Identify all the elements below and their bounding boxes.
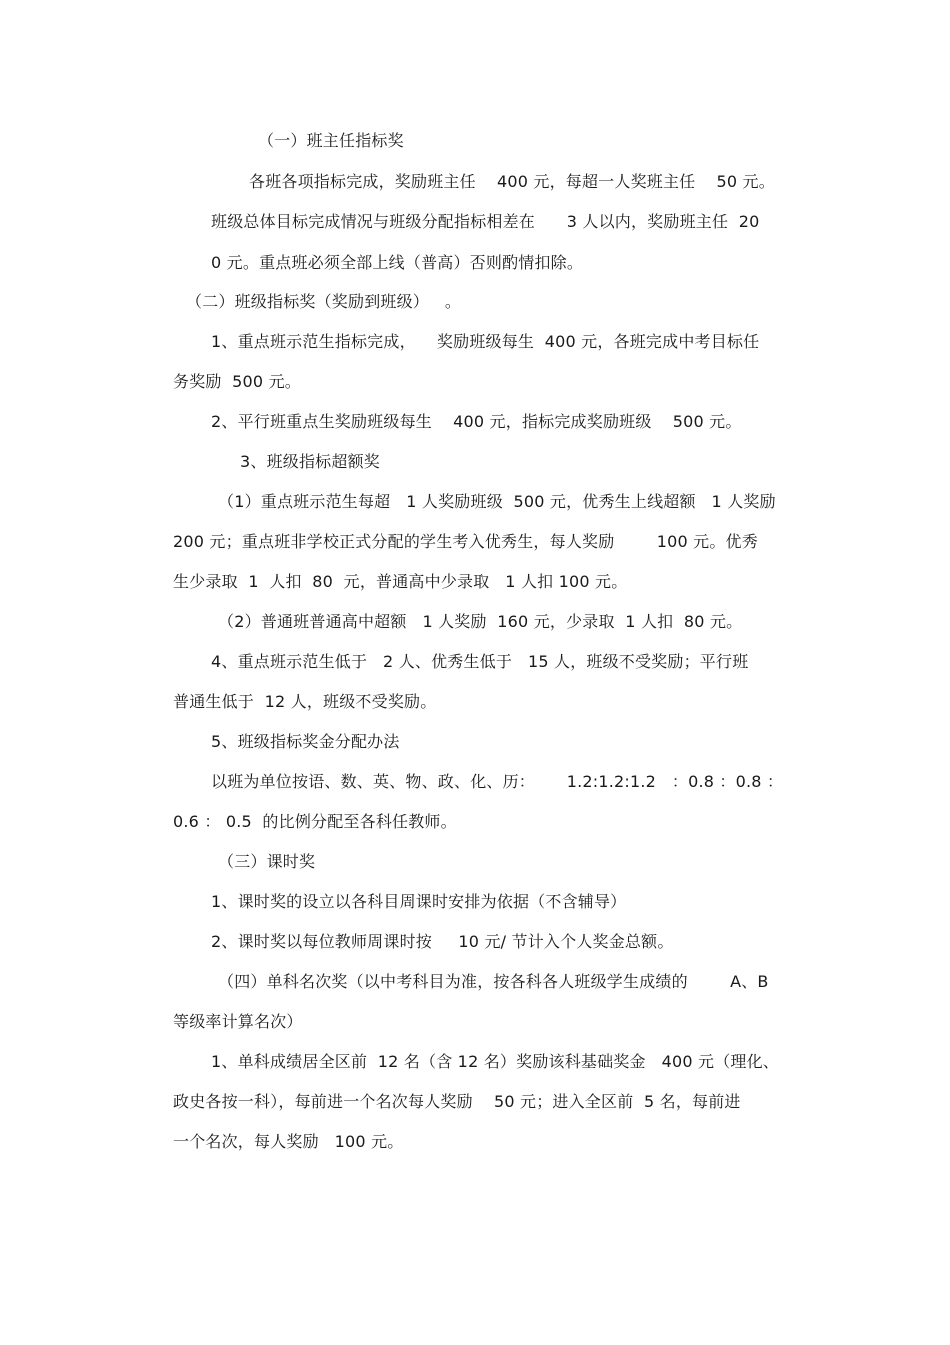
subheading-bonus-distribution: 5、班级指标奖金分配办法	[211, 732, 400, 751]
paragraph-line: 务奖励 500 元。	[173, 372, 301, 391]
paragraph-line: 2、平行班重点生奖励班级每生 400 元，指标完成奖励班级 500 元。	[211, 412, 742, 431]
paragraph-line: 1、课时奖的设立以各科目周课时安排为依据（不含辅导）	[211, 892, 627, 911]
paragraph-line: 各班各项指标完成，奖励班主任 400 元，每超一人奖班主任 50 元。	[249, 172, 775, 191]
paragraph-line: 0.6 ： 0.5 的比例分配至各科任教师。	[173, 812, 457, 831]
subheading-over-quota-award: 3、班级指标超额奖	[240, 452, 380, 471]
paragraph-line: （1）重点班示范生每超 1 人奖励班级 500 元，优秀生上线超额 1 人奖励	[218, 492, 776, 511]
heading-class-teacher-award: （一）班主任指标奖	[258, 131, 404, 150]
paragraph-line: 1、重点班示范生指标完成， 奖励班级每生 400 元，各班完成中考目标任	[211, 332, 760, 351]
paragraph-line: 一个名次，每人奖励 100 元。	[173, 1132, 404, 1151]
heading-single-subject-rank-award: （四）单科名次奖（以中考科目为准，按各科各人班级学生成绩的 A、B	[218, 972, 769, 991]
paragraph-line: 等级率计算名次）	[173, 1012, 303, 1031]
paragraph-line: 4、重点班示范生低于 2 人、优秀生低于 15 人，班级不受奖励；平行班	[211, 652, 749, 671]
paragraph-line: 政史各按一科），每前进一个名次每人奖励 50 元；进入全区前 5 名，每前进	[173, 1092, 741, 1111]
paragraph-line: 以班为单位按语、数、英、物、政、化、历： 1.2:1.2:1.2 ：0.8 ：0.8 ：	[211, 772, 784, 791]
paragraph-line: （2）普通班普通高中超额 1 人奖励 160 元，少录取 1 人扣 80 元。	[218, 612, 743, 631]
paragraph-line: 1、单科成绩居全区前 12 名（含 12 名）奖励该科基础奖金 400 元（理化、	[211, 1052, 780, 1071]
paragraph-line: 班级总体目标完成情况与班级分配指标相差在 3 人以内，奖励班主任 20	[211, 212, 760, 231]
heading-class-hour-award: （三）课时奖	[218, 852, 316, 871]
heading-class-index-award: （二）班级指标奖（奖励到班级） 。	[186, 292, 462, 311]
paragraph-line: 0 元。重点班必须全部上线（普高）否则酌情扣除。	[211, 253, 584, 272]
paragraph-line: 200 元；重点班非学校正式分配的学生考入优秀生，每人奖励 100 元。优秀	[173, 532, 758, 551]
paragraph-line: 2、课时奖以每位教师周课时按 10 元/ 节计入个人奖金总额。	[211, 932, 674, 951]
paragraph-line: 普通生低于 12 人，班级不受奖励。	[173, 692, 437, 711]
paragraph-line: 生少录取 1 人扣 80 元，普通高中少录取 1 人扣 100 元。	[173, 572, 628, 591]
